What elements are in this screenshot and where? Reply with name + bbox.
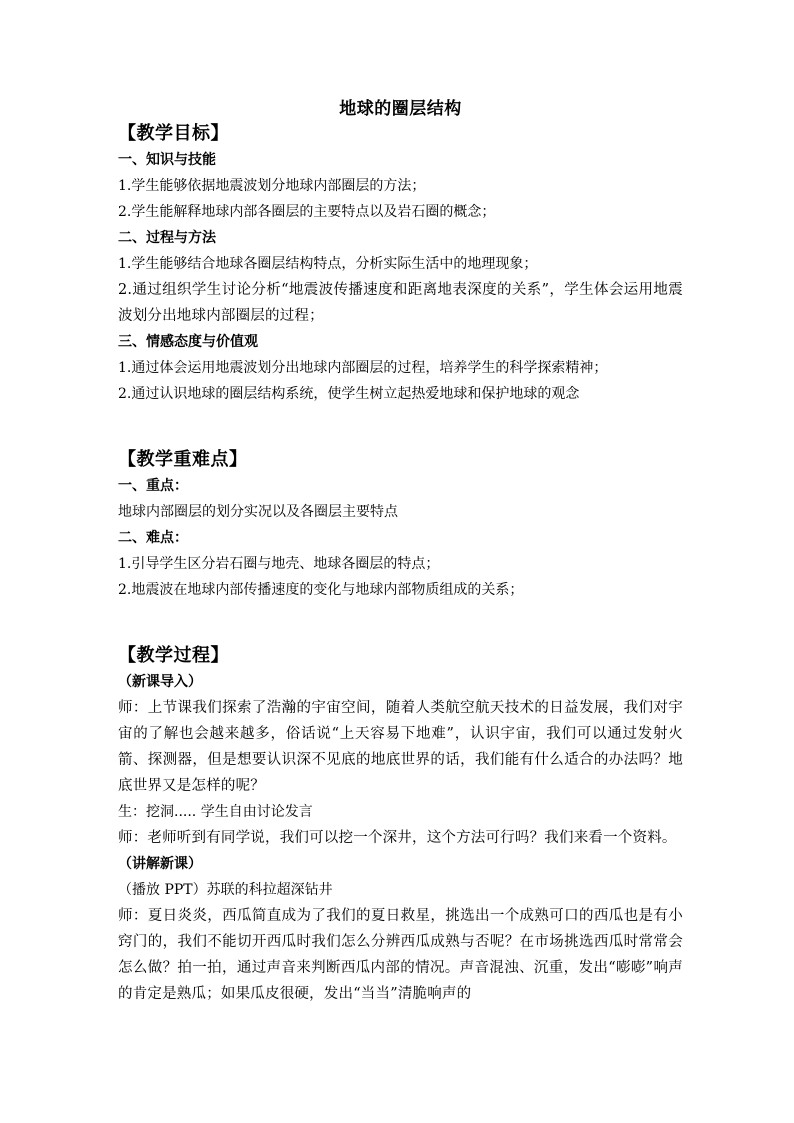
lecture-paragraph: 师：夏日炎炎，西瓜简直成为了我们的夏日救星，挑选出一个成熟可口的西瓜也是有小窍门的，我们不能切开西瓜时我们怎么分辨西瓜成熟与否呢？在市场挑选西瓜时常常会怎么做？拍一拍，通过声音来判断西瓜内部的情况。声音混浊、沉重，发出“嘭嘭”响声的肯定是熟瓜；如果瓜皮很硬，发出“当当”清脆响声的 bbox=[118, 908, 683, 1002]
intro-paragraph: 生：挖洞..... 学生自由讨论发言 bbox=[118, 804, 313, 820]
lecture-heading: （讲解新课） bbox=[118, 856, 202, 872]
focus-text: 地球内部圈层的划分实况以及各圈层主要特点 bbox=[118, 504, 398, 520]
document-page bbox=[118, 94, 683, 1007]
section-spacer bbox=[118, 407, 683, 433]
teaching-process-heading: 【教学过程】 bbox=[118, 645, 229, 666]
intro-paragraph: 师：上节课我们探索了浩瀚的宇宙空间，随着人类航空航天技术的日益发展，我们对宇宙的了解也会越来越多，俗话说“上天容易下地难”，认识宇宙，我们可以通过发射火箭、探测器，但是想要认识深不见底的地底世界的话，我们能有什么适合的办法吗？地底世界又是怎样的呢？ bbox=[118, 700, 683, 794]
difficulty-item: 2.地震波在地球内部传播速度的变化与地球内部物质组成的关系； bbox=[118, 582, 524, 598]
section-spacer bbox=[118, 629, 683, 643]
emotion-item: 2.通过认识地球的圈层结构系统，使学生树立起热爱地球和保护地球的观念 bbox=[118, 386, 580, 402]
difficulty-item: 1.引导学生区分岩石圈与地壳、地球各圈层的特点； bbox=[118, 556, 440, 572]
objectives-section bbox=[118, 121, 683, 407]
section-spacer bbox=[118, 433, 683, 447]
intro-heading: （新课导入） bbox=[118, 674, 202, 690]
difficulty-heading: 二、难点： bbox=[118, 530, 188, 546]
knowledge-item: 2.学生能解释地球内部各圈层的主要特点以及岩石圈的概念； bbox=[118, 204, 496, 220]
objectives-heading: 【教学目标】 bbox=[118, 123, 229, 144]
key-points-heading: 【教学重难点】 bbox=[118, 449, 248, 470]
knowledge-item: 1.学生能够依据地震波划分地球内部圈层的方法； bbox=[118, 178, 426, 194]
emotion-item: 1.通过体会运用地震波划分出地球内部圈层的过程，培养学生的科学探索精神； bbox=[118, 360, 608, 376]
teaching-process-section bbox=[118, 643, 683, 1007]
focus-heading: 一、重点： bbox=[118, 478, 188, 494]
emotion-heading: 三、情感态度与价值观 bbox=[118, 334, 258, 350]
lecture-paragraph: （播放 PPT）苏联的科拉超深钻井 bbox=[118, 882, 333, 898]
process-method-item: 2.通过组织学生讨论分析“地震波传播速度和距离地表深度的关系”，学生体会运用地震波划分出地球内部圈层的过程； bbox=[118, 282, 683, 324]
key-points-section bbox=[118, 447, 683, 603]
process-method-item: 1.学生能够结合地球各圈层结构特点，分析实际生活中的地理现象； bbox=[118, 256, 538, 272]
document-title: 地球的圈层结构 bbox=[339, 99, 462, 119]
section-spacer bbox=[118, 603, 683, 629]
intro-paragraph: 师：老师听到有同学说，我们可以挖一个深井，这个方法可行吗？我们来看一个资料。 bbox=[118, 830, 677, 846]
knowledge-heading: 一、知识与技能 bbox=[118, 152, 216, 168]
process-method-heading: 二、过程与方法 bbox=[118, 230, 216, 246]
